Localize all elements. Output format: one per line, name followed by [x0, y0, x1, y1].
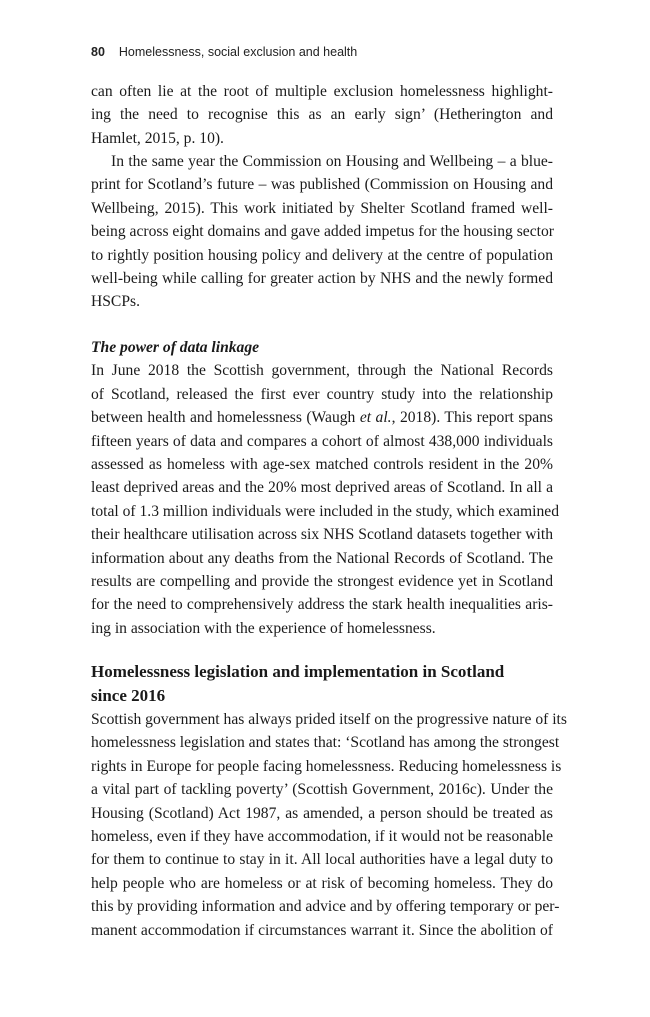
- text-line: HSCPs.: [91, 293, 140, 311]
- section-heading: Homelessness legislation and implementation in Scotland: [91, 662, 505, 681]
- text-line: well-being while calling for greater action by NHS and the newly formed: [91, 269, 553, 287]
- text-line: to rightly position housing policy and delivery at the centre of population: [91, 246, 553, 264]
- section-data-linkage: [91, 336, 560, 640]
- text-line: ing the need to recognise this as an early sign’ (Hetherington and: [91, 106, 553, 124]
- text-line: print for Scotland’s future – was published (Commission on Housing and: [91, 176, 553, 194]
- text-line: for them to continue to stay in it. All local authorities have a legal duty to: [91, 851, 553, 869]
- text-line: ing in association with the experience of homelessness.: [91, 619, 436, 637]
- text-line: for the need to comprehensively address the stark health inequalities aris-: [91, 596, 553, 614]
- text-line: this by providing information and advice and by offering temporary or per-: [91, 898, 560, 916]
- text-line: homelessness legislation and states that: ‘Scotland has among the strongest: [91, 734, 560, 752]
- subheading-data-linkage: The power of data linkage: [91, 339, 260, 356]
- text-line: Scottish government has always prided itself on the progressive nature of its: [91, 711, 567, 728]
- text-line: In June 2018 the Scottish government, through the National Records: [91, 362, 553, 380]
- text-line: can often lie at the root of multiple exclusion homelessness highlight-: [91, 83, 553, 100]
- text-line: a vital part of tackling poverty’ (Scottish Government, 2016c). Under the: [91, 781, 553, 799]
- section-heading-cont: since 2016: [91, 686, 166, 705]
- text-line: total of 1.3 million individuals were included in the study, which examined: [91, 502, 560, 520]
- text-line: information about any deaths from the National Records of Scotland. The: [91, 549, 553, 567]
- paragraph-commission: [91, 150, 553, 314]
- text-line: Wellbeing, 2015). This work initiated by Shelter Scotland framed well-: [91, 199, 553, 217]
- paragraph-continuation: [91, 80, 553, 150]
- text-line: In the same year the Commission on Housing and Wellbeing – a blue-: [111, 153, 553, 170]
- text-line: help people who are homeless or at risk of becoming homeless. They do: [91, 874, 553, 892]
- running-header: [91, 44, 357, 60]
- text-line: Hamlet, 2015, p. 10).: [91, 129, 224, 147]
- text-line: homeless, even if they have accommodation, if it would not be reasonable: [91, 827, 554, 845]
- text-line: least deprived areas and the 20% most deprived areas of Scotland. In all a: [91, 479, 553, 497]
- text-line: results are compelling and provide the strongest evidence yet in Scotland: [91, 572, 553, 590]
- running-title: Homelessness, social exclusion and health: [118, 45, 358, 59]
- text-line: being across eight domains and gave added impetus for the housing sector: [91, 223, 554, 241]
- page-number: 80: [91, 45, 105, 59]
- text-line: Housing (Scotland) Act 1987, as amended, a person should be treated as: [91, 804, 553, 822]
- text-line: rights in Europe for people facing homelessness. Reducing homelessness is: [91, 757, 562, 775]
- text-line: assessed as homeless with age-sex matched controls resident in the 20%: [91, 455, 553, 473]
- text-line: their healthcare utilisation across six NHS Scotland datasets together with: [91, 526, 553, 544]
- section-legislation: [91, 660, 567, 942]
- text-line: manent accommodation if circumstances warrant it. Since the abolition of: [91, 921, 553, 939]
- text-line: fifteen years of data and compares a cohort of almost 438,000 individuals: [91, 432, 553, 450]
- text-line-citation: between health and homelessness (Waugh et al., 2018). This report spans: [91, 409, 553, 427]
- text-line: of Scotland, released the first ever country study into the relationship: [91, 385, 553, 403]
